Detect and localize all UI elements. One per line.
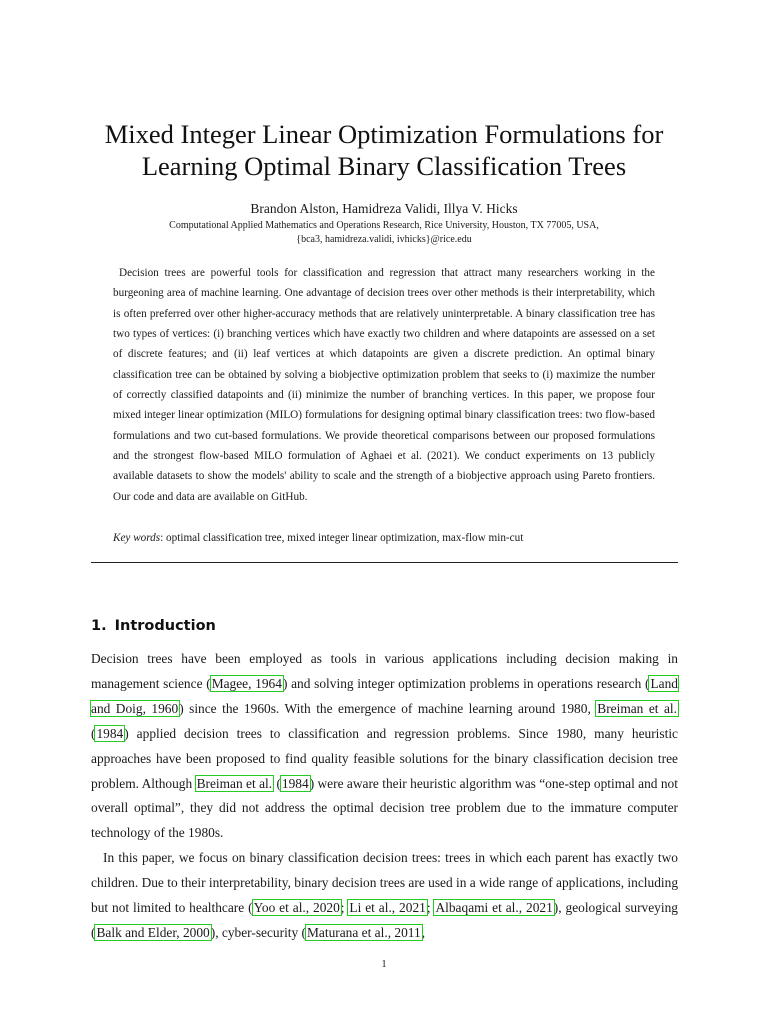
paper-title: [60, 118, 708, 182]
keywords: [113, 530, 655, 546]
citation-link[interactable]: Balk and Elder, 2000: [96, 924, 210, 940]
citation-link[interactable]: Li et al., 2021: [349, 900, 426, 916]
text-run: ) and solving integer optimization problems in operations research (: [282, 675, 650, 691]
citation-link[interactable]: Magee, 1964: [211, 675, 282, 691]
affiliation: [60, 219, 708, 246]
text-run: ) applied decision trees to classification and regression problems. Since 1980, many heuristic approaches have been proposed to find quality feasible solutions for the binary classification decision tree problem. Although: [91, 725, 678, 791]
text-run: ) were aware their heuristic algorithm was “one-step optimal and not overall optimal”, they did not address the optimal decision tree problem due to the immature computer technology of the 1980s.: [91, 775, 678, 841]
citation-link[interactable]: Breiman et al.: [597, 700, 677, 716]
title-line-2: Learning Optimal Binary Classification Trees: [141, 151, 627, 181]
title-line-1: Mixed Integer Linear Optimization Formulations for: [104, 119, 664, 149]
text-run: In this paper, we focus on binary classification decision trees: trees in which each parent has exactly two children. Due to their interpretability, binary decision trees are used in a wide range of applications, including but not limited to healthcare (: [91, 850, 679, 916]
keywords-label: Key words: [113, 532, 161, 544]
citation-link[interactable]: Breiman et al.: [196, 775, 273, 791]
citation-link[interactable]: Albaqami et al., 2021: [435, 900, 553, 916]
text-run: ), cyber-security (: [210, 924, 307, 940]
text-run: ), geological surveying (: [91, 900, 678, 940]
citation-link[interactable]: Maturana et al., 2011: [307, 924, 421, 940]
page-number: 1: [381, 959, 387, 970]
text-run: ) since the 1960s. With the emergence of machine learning around 1980,: [179, 700, 597, 716]
text-run: (: [91, 725, 96, 741]
citation-link[interactable]: Land and Doig, 1960: [91, 675, 678, 716]
text-run: Decision trees have been employed as tools in various applications including decision making in management science (: [91, 651, 678, 691]
abstract: Decision trees are powerful tools for classification and regression that attract many researchers working in the burgeoning area of machine learning. One advantage of decision trees over other methods is their interpretability, which is often preferred over other higher-accuracy methods that are relatively uninterpretable. A binary classification tree has two types of vertices: (i) branching vertices which have exactly two children and where datapoints are assessed on a set of discrete features; and (ii) leaf vertices at which datapoints are given a discrete prediction. An optimal binary classification tree can be obtained by solving a biobjective optimization problem that seeks to (i) maximize the number of correctly classified datapoints and (ii) minimize the number of branching vertices. In this paper, we propose four mixed integer linear optimization (MILO) formulations for designing optimal binary classification trees: two flow-based formulations and two cut-based formulations. We provide theoretical comparisons between our proposed formulations and the strongest flow-based MILO formulation of Aghaei et al. (2021). We conduct experiments on 13 publicly available datasets to show the models' ability to scale and the strength of a biobjective approach using Pareto frontiers. Our code and data are available on GitHub.: [113, 267, 655, 503]
text-run: ;: [426, 900, 435, 916]
paragraph: [91, 647, 678, 846]
affiliation-line-1: Computational Applied Mathematics and Operations Research, Rice University, Houston, TX 77005, USA,: [169, 220, 599, 231]
body-text: [91, 647, 678, 946]
author-list: Brandon Alston, Hamidreza Validi, Illya V. Hicks: [250, 201, 518, 216]
keywords-text: : optimal classification tree, mixed integer linear optimization, max-flow min-cut: [160, 532, 524, 544]
section-heading: [91, 617, 216, 635]
citation-link[interactable]: Yoo et al., 2020: [253, 900, 340, 916]
affiliation-emails: {bca3, hamidreza.validi, ivhicks}@rice.edu: [296, 233, 472, 245]
section-number: 1.: [91, 618, 107, 634]
text-run: (: [273, 775, 281, 791]
paragraph: [91, 846, 678, 946]
section-title: Introduction: [114, 618, 216, 634]
text-run: ;: [340, 900, 349, 916]
citation-link[interactable]: 1984: [96, 725, 124, 741]
citation-link[interactable]: 1984: [281, 775, 309, 791]
horizontal-rule: [91, 562, 678, 563]
text-run: ,: [421, 924, 426, 940]
